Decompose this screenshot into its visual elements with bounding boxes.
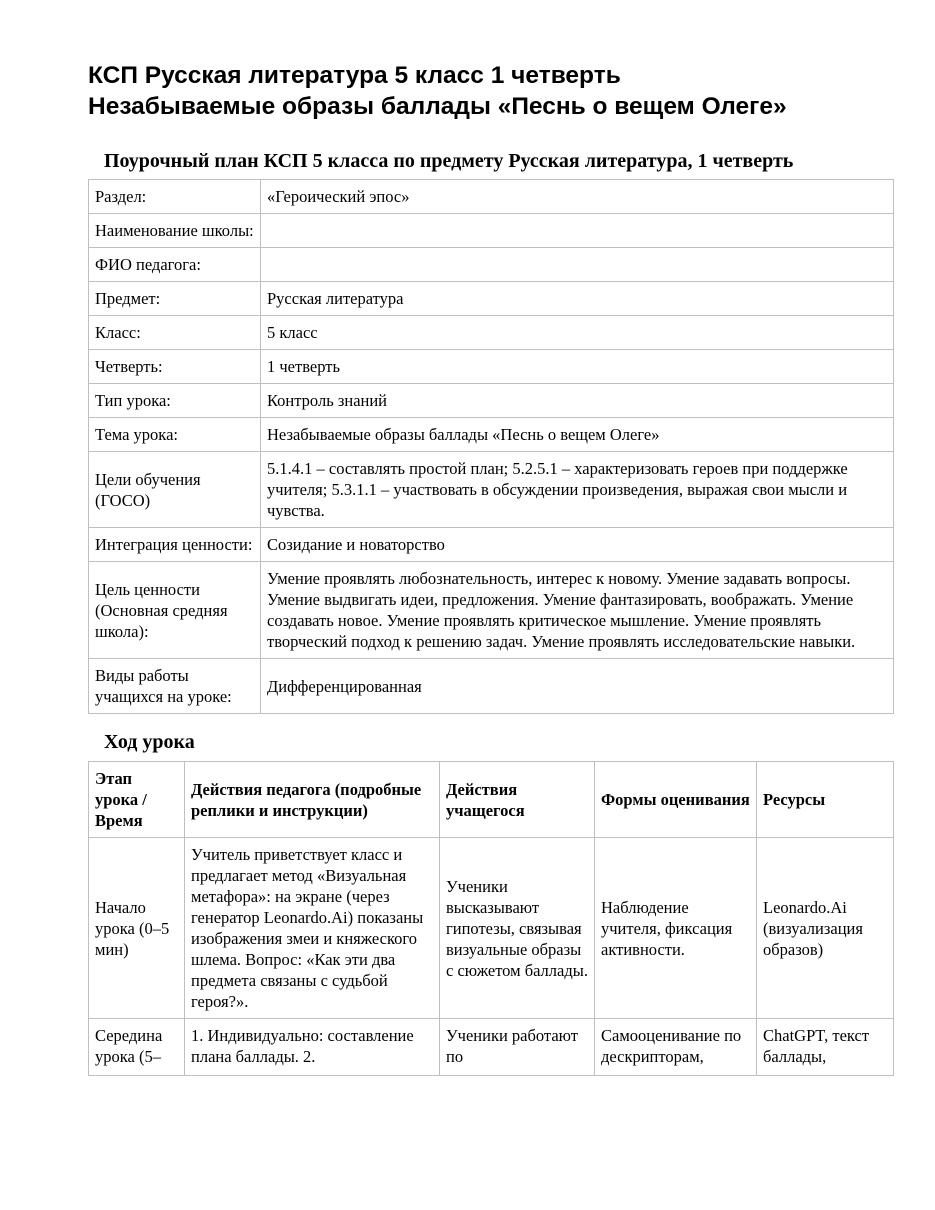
table-row	[89, 180, 894, 214]
row-value: Незабываемые образы баллады «Песнь о вещем Олеге»	[261, 418, 894, 452]
row-value: Контроль знаний	[261, 384, 894, 418]
cell-text: Ученики работают по	[446, 1026, 578, 1066]
row-label: ФИО педагога:	[89, 248, 261, 282]
row-value: 1 четверть	[261, 350, 894, 384]
plan-info-table	[88, 179, 894, 714]
column-header: Формы оценивания	[595, 762, 757, 838]
assessment-cell: Наблюдение учителя, фиксация активности.	[595, 838, 757, 1019]
row-value: Русская литература	[261, 282, 894, 316]
table-row	[89, 659, 894, 714]
column-header: Ресурсы	[757, 762, 894, 838]
table-row	[89, 528, 894, 562]
table-row	[89, 282, 894, 316]
table-row	[89, 214, 894, 248]
cell-text: Середина урока (5–	[95, 1026, 163, 1066]
table-row	[89, 350, 894, 384]
student-cell: Ученики высказывают гипотезы, связывая визуальные образы с сюжетом баллады.	[440, 838, 595, 1019]
row-label: Класс:	[89, 316, 261, 350]
row-label: Цель ценности (Основная средняя школа):	[89, 562, 261, 659]
plan-heading: Поурочный план КСП 5 класса по предмету Русская литература, 1 четверть	[104, 150, 794, 172]
lesson-heading: Ход урока	[104, 731, 195, 753]
table-row	[89, 384, 894, 418]
cell-text: Самооценивание по дескрипторам,	[601, 1026, 742, 1066]
cell-text: ChatGPT, текст баллады,	[763, 1026, 870, 1066]
row-value: Дифференцированная	[261, 659, 894, 714]
row-value	[261, 214, 894, 248]
row-value	[261, 248, 894, 282]
table-row	[89, 316, 894, 350]
table-row	[89, 562, 894, 659]
teacher-cell: Учитель приветствует класс и предлагает метод «Визуальная метафора»: на экране (через генератор Leonardo.Ai) показаны изображения змеи и княжеского шлема. Вопрос: «Как эти два предмета связаны с судьбой героя?».	[185, 838, 440, 1019]
teacher-cell	[185, 1019, 440, 1076]
title-line-2: Незабываемые образы баллады «Песнь о вещем Олеге»	[88, 93, 787, 120]
row-value: Умение проявлять любознательность, интерес к новому. Умение задавать вопросы. Умение выдвигать идеи, предложения. Умение фантазировать, воображать. Умение создавать новое. Умение проявлять критическое мышление. Умение проявлять творческий подход к решению задач. Умение проявлять исследовательские навыки.	[261, 562, 894, 659]
assessment-cell	[595, 1019, 757, 1076]
row-value: 5 класс	[261, 316, 894, 350]
row-label: Тип урока:	[89, 384, 261, 418]
table-header-row	[89, 762, 894, 838]
table-row	[89, 1019, 894, 1076]
table-row	[89, 418, 894, 452]
row-label: Наименование школы:	[89, 214, 261, 248]
row-value: 5.1.4.1 – составлять простой план; 5.2.5.1 – характеризовать героев при поддержке учителя; 5.3.1.1 – участвовать в обсуждении произведения, выражая свои мысли и чувства.	[261, 452, 894, 528]
document-title	[88, 60, 893, 122]
column-header: Этап урока / Время	[89, 762, 185, 838]
row-label: Виды работы учащихся на уроке:	[89, 659, 261, 714]
row-label: Цели обучения (ГОСО)	[89, 452, 261, 528]
row-label: Интеграция ценности:	[89, 528, 261, 562]
lesson-table	[88, 761, 894, 1076]
stage-cell	[89, 1019, 185, 1076]
resources-cell: Leonardo.Ai (визуализация образов)	[757, 838, 894, 1019]
row-label: Предмет:	[89, 282, 261, 316]
document-page	[88, 60, 893, 1076]
row-value: «Героический эпос»	[261, 180, 894, 214]
column-header: Действия педагога (подробные реплики и инструкции)	[185, 762, 440, 838]
table-row	[89, 838, 894, 1019]
title-line-1: КСП Русская литература 5 класс 1 четверть	[88, 62, 621, 89]
cell-text: 1. Индивидуально: составление плана баллады. 2.	[191, 1026, 414, 1066]
column-header: Действия учащегося	[440, 762, 595, 838]
resources-cell	[757, 1019, 894, 1076]
table-row	[89, 248, 894, 282]
row-value: Созидание и новаторство	[261, 528, 894, 562]
student-cell	[440, 1019, 595, 1076]
stage-cell: Начало урока (0–5 мин)	[89, 838, 185, 1019]
row-label: Раздел:	[89, 180, 261, 214]
row-label: Четверть:	[89, 350, 261, 384]
table-row	[89, 452, 894, 528]
row-label: Тема урока:	[89, 418, 261, 452]
